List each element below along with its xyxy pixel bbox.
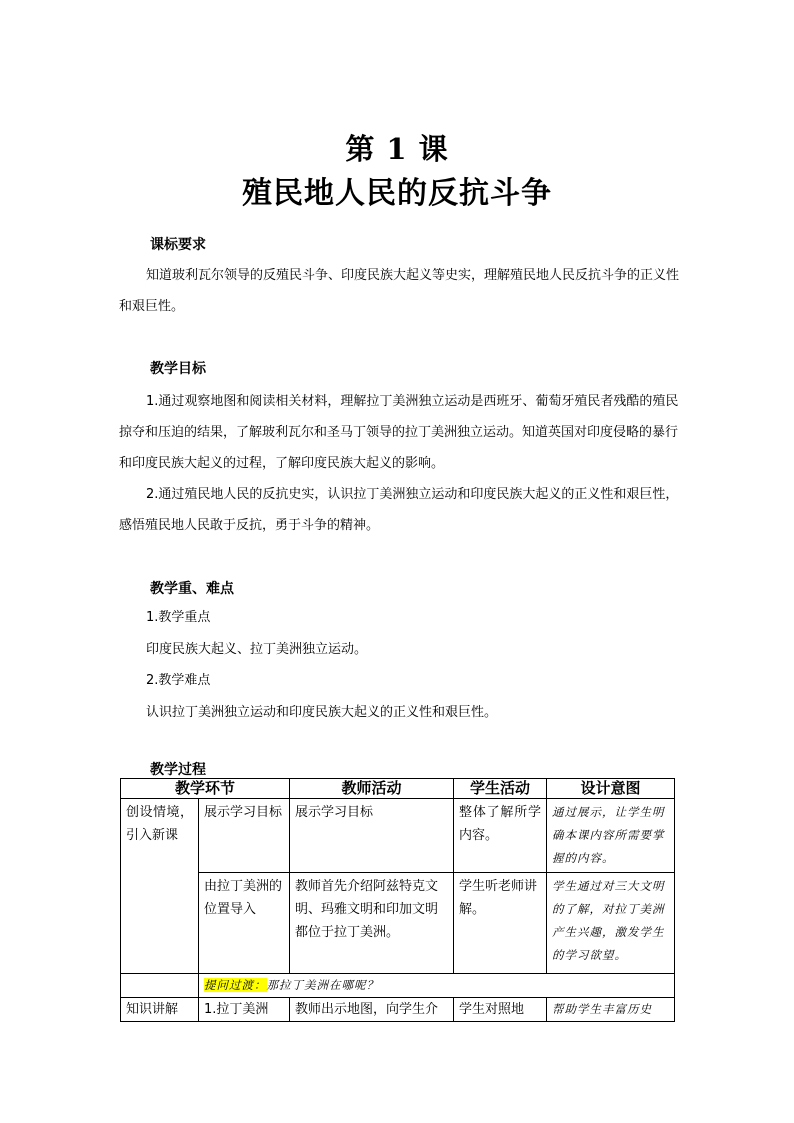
intent-cell: 通过展示，让学生明确本课内容所需要掌握的内容。: [547, 799, 675, 873]
stage-cell: 知识讲解: [121, 998, 199, 1022]
stage-cell: 创设情境，引入新课: [121, 799, 199, 974]
transition-text: 那拉丁美洲在哪呢？: [266, 978, 379, 992]
focus-heading: 教学重、难点: [150, 581, 234, 597]
teacher-cell: 教师首先介绍阿兹特克文明、玛雅文明和印加文明都位于拉丁美洲。: [290, 873, 454, 974]
student-cell: 整体了解所学内容。: [454, 799, 547, 873]
lesson-title: 殖民地人民的反抗斗争: [242, 176, 552, 211]
objective-item-2: 2.通过殖民地人民的反抗史实，认识拉丁美洲独立运动和印度民族大起义的正义性和艰巨性，感悟殖民地人民敢于反抗，勇于斗争的精神。: [119, 487, 679, 533]
sub-stage-cell: 展示学习目标: [199, 799, 290, 873]
student-cell: 学生对照地: [454, 998, 547, 1022]
sub-stage-cell: 由拉丁美洲的位置导入: [199, 873, 290, 974]
column-header: 教学环节: [121, 779, 290, 799]
difficulty-text: 认识拉丁美洲独立运动和印度民族大起义的正义性和艰巨性。: [146, 705, 498, 720]
table-row: [121, 799, 675, 873]
process-heading: 教学过程: [150, 762, 206, 778]
key-point-text: 印度民族大起义、拉丁美洲独立运动。: [146, 642, 368, 657]
lesson-number: 第 1 课: [345, 132, 449, 166]
empty-cell: [121, 974, 199, 998]
transition-cell: [199, 974, 675, 998]
difficulty-label: 2.教学难点: [146, 673, 211, 688]
requirements-text: 知道玻利瓦尔领导的反殖民斗争、印度民族大起义等史实，理解殖民地人民反抗斗争的正义性和艰巨性。: [119, 268, 680, 314]
column-header: 教师活动: [290, 779, 454, 799]
column-header: 学生活动: [454, 779, 547, 799]
transition-label: 提问过渡：: [204, 978, 267, 992]
intent-cell: 帮助学生丰富历史: [547, 998, 675, 1022]
teacher-cell: 展示学习目标: [290, 799, 454, 873]
key-point-label: 1.教学重点: [146, 610, 211, 625]
teacher-cell: 教师出示地图，向学生介: [290, 998, 454, 1022]
objective-item-1: 1.通过观察地图和阅读相关材料，理解拉丁美洲独立运动是西班牙、葡萄牙殖民者残酷的殖民掠夺和压迫的结果，了解玻利瓦尔和圣马丁领导的拉丁美洲独立运动。知道英国对印度侵略的暴行和印度民族大起义的过程，了解印度民族大起义的影响。: [119, 394, 679, 471]
column-header: 设计意图: [547, 779, 675, 799]
sub-stage-cell: 1.拉丁美洲: [199, 998, 290, 1022]
transition-row: [121, 974, 675, 998]
teaching-process-table: [120, 778, 675, 1022]
table-header-row: [121, 779, 675, 799]
intent-cell: 学生通过对三大文明的了解，对拉丁美洲产生兴趣，激发学生的学习欲望。: [547, 873, 675, 974]
requirements-heading: 课标要求: [150, 237, 206, 253]
objectives-heading: 教学目标: [150, 361, 206, 377]
table-row: [121, 873, 675, 974]
table-row: [121, 998, 675, 1022]
student-cell: 学生听老师讲解。: [454, 873, 547, 974]
